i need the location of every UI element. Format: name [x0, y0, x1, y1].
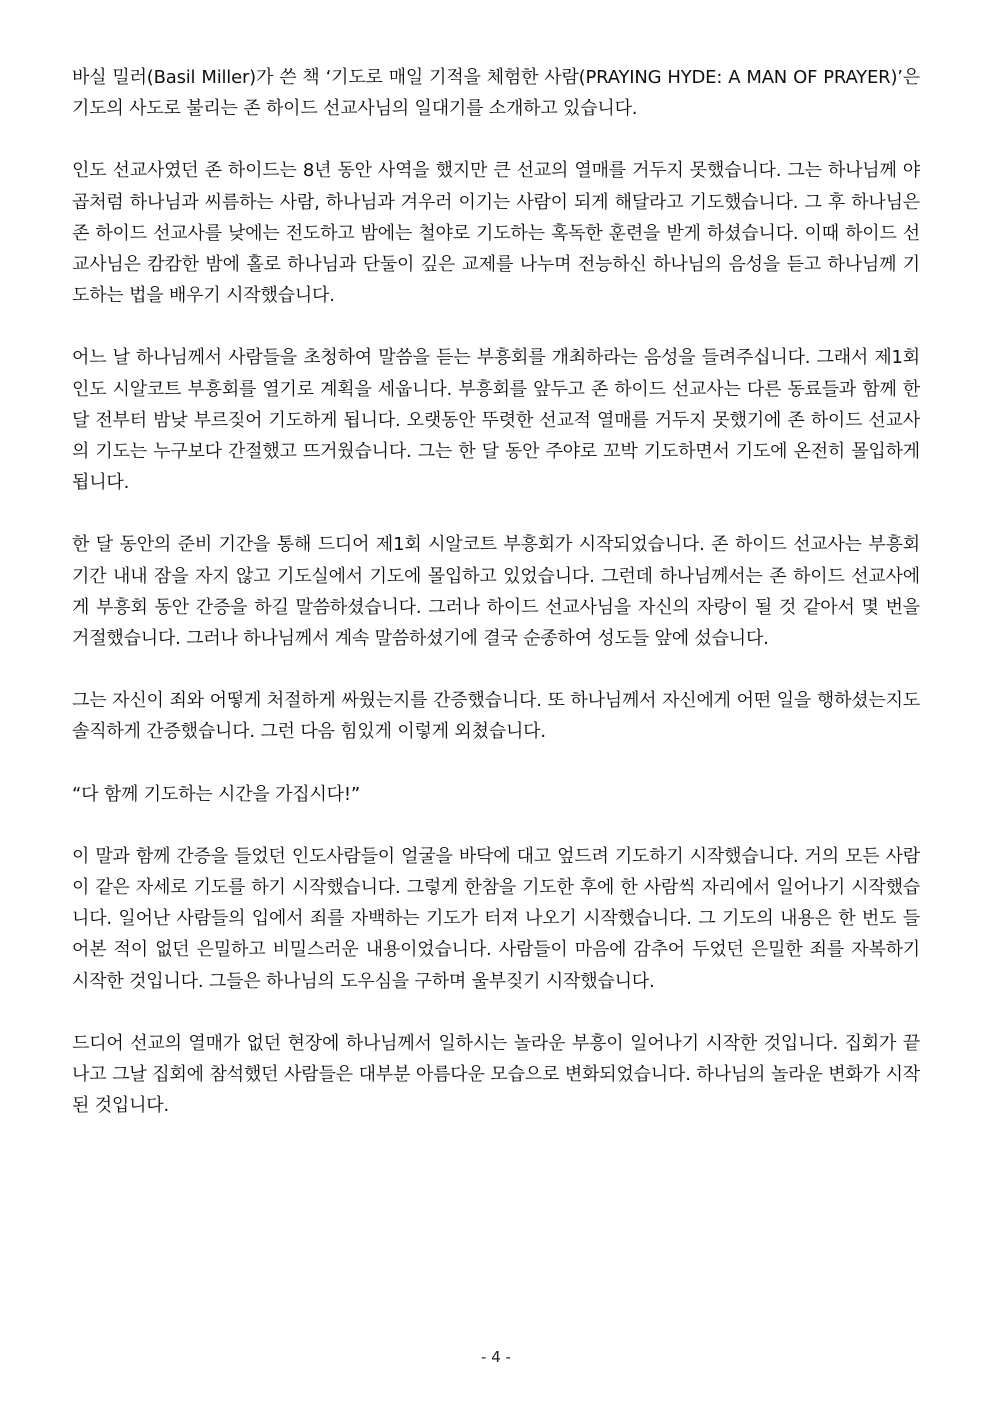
paragraph-missionary-training: 인도 선교사였던 존 하이드는 8년 동안 사역을 했지만 큰 선교의 열매를 거두지 못했습니다. 그는 하나님께 야곱처럼 하나님과 씨름하는 사람, 하나님과 겨우러 이기는 사람이 되게 해달라고 기도했습니다. 그 후 하나님은 존 하이드 선교사를 낮에는 전도하고 밤에는 철야로 기도하는 혹독한 훈련을 받게 하셨습니다. 이때 하이드 선교사님은 캄캄한 밤에 홀로 하나님과 단둘이 깊은 교제를 나누며 전능하신 하나님의 음성을 듣고 하나님께 기도하는 법을 배우기 시작했습니다.: [72, 160, 920, 307]
paragraph-quote: “다 함께 기도하는 시간을 가집시다!”: [72, 783, 360, 805]
paragraph-revival-planning: 어느 날 하나님께서 사람들을 초청하여 말씀을 듣는 부흥회를 개최하라는 음성을 들려주십니다. 그래서 제1회 인도 시알코트 부흥회를 열기로 계획을 세웁니다. 부흥회를 앞두고 존 하이드 선교사는 다른 동료들과 함께 한 달 전부터 밤낮 부르짖어 기도하게 됩니다. 오랫동안 뚜렷한 선교적 열매를 거두지 못했기에 존 하이드 선교사의 기도는 누구보다 간절했고 뜨거웠습니다. 그는 한 달 동안 주야로 꼬박 기도하면서 기도에 온전히 몰입하게 됩니다.: [72, 347, 920, 494]
paragraph-conclusion: 드디어 선교의 열매가 없던 현장에 하나님께서 일하시는 놀라운 부흥이 일어나기 시작한 것입니다. 집회가 끝나고 그날 집회에 참석했던 사람들은 대부분 아름다운 모습으로 변화되었습니다. 하나님의 놀라운 변화가 시작된 것입니다.: [72, 1032, 920, 1117]
paragraph-book-intro: 바실 밀러(Basil Miller)가 쓴 책 ‘기도로 매일 기적을 체험한 사람(PRAYING HYDE: A MAN OF PRAYER)’은 기도의 사도로 불리는 존 하이드 선교사님의 일대기를 소개하고 있습니다.: [72, 67, 920, 120]
page-number: - 4 -: [481, 1348, 511, 1366]
paragraph-prayer-confession: 이 말과 함께 간증을 들었던 인도사람들이 얼굴을 바닥에 대고 엎드려 기도하기 시작했습니다. 거의 모든 사람이 같은 자세로 기도를 하기 시작했습니다. 그렇게 한참을 기도한 후에 한 사람씩 자리에서 일어나기 시작했습니다. 일어난 사람들의 입에서 죄를 자백하는 기도가 터져 나오기 시작했습니다. 그 기도의 내용은 한 번도 들어본 적이 없던 은밀하고 비밀스러운 내용이었습니다. 사람들이 마음에 감추어 두었던 은밀한 죄를 자복하기 시작한 것입니다. 그들은 하나님의 도우심을 구하며 울부짖기 시작했습니다.: [72, 845, 920, 992]
document-body: [72, 62, 920, 1152]
paragraph-revival-start: 한 달 동안의 준비 기간을 통해 드디어 제1회 시알코트 부흥회가 시작되었습니다. 존 하이드 선교사는 부흥회 기간 내내 잠을 자지 않고 기도실에서 기도에 몰입하고 있었습니다. 그런데 하나님께서는 존 하이드 선교사에게 부흥회 동안 간증을 하길 말씀하셨습니다. 그러나 하이드 선교사님을 자신의 자랑이 될 것 같아서 몇 번을 거절했습니다. 그러나 하나님께서 계속 말씀하셨기에 결국 순종하여 성도들 앞에 섰습니다.: [72, 534, 920, 650]
paragraph-testimony: 그는 자신이 죄와 어떻게 처절하게 싸웠는지를 간증했습니다. 또 하나님께서 자신에게 어떤 일을 행하셨는지도 솔직하게 간증했습니다. 그런 다음 힘있게 이렇게 외쳤습니다.: [72, 690, 920, 743]
